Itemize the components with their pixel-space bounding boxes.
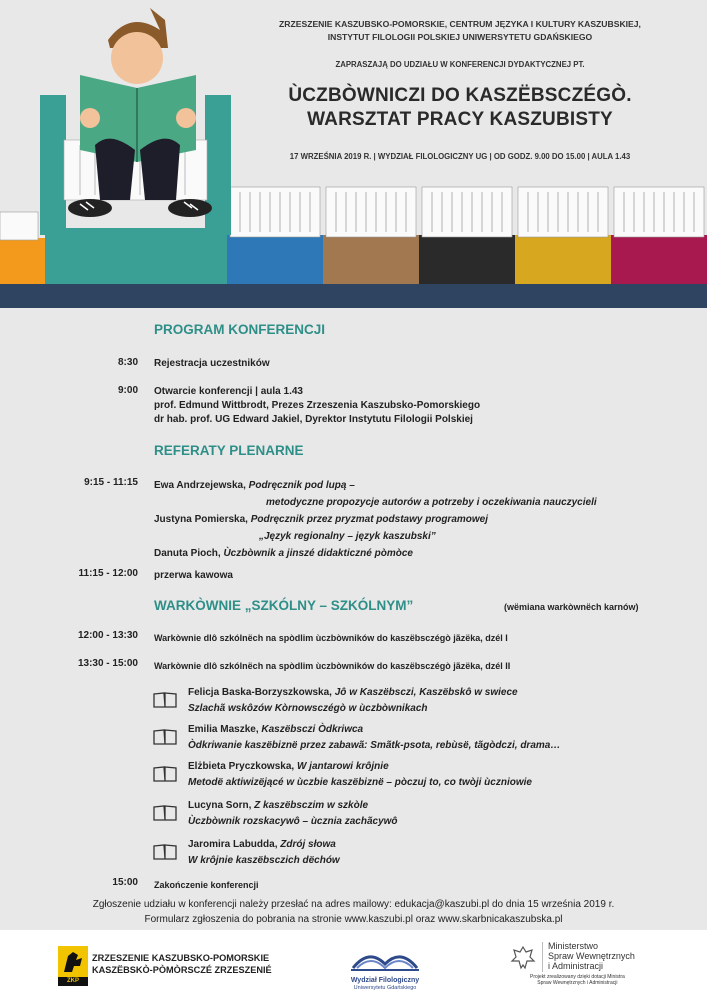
open-block <box>154 385 480 427</box>
plenary-time: 9:15 - 11:15 <box>84 477 138 488</box>
book-icon <box>152 728 178 746</box>
ministry-logo <box>510 941 635 986</box>
w1-time: 12:00 - 13:30 <box>77 630 138 641</box>
book-icon <box>152 843 178 861</box>
workshop-subtitle: Metodë aktiwizëjącé w ùczbie kaszëbiznë – pòczuj to, co twòji ùczniowie <box>188 777 532 788</box>
workshop-leader: Emilia Maszke, <box>188 724 262 735</box>
zkp-name <box>92 952 272 976</box>
ug-book-icon <box>349 942 421 972</box>
speaker-3-title: Ùczbòwnik a jinszé didakticzné pòmòce <box>223 548 413 559</box>
conference-title <box>245 84 675 132</box>
book-icon <box>152 765 178 783</box>
speaker-1-title: Podręcznik pod lupą – <box>248 480 355 491</box>
w2-time: 13:30 - 15:00 <box>77 658 138 669</box>
book-yellow <box>515 235 611 284</box>
plenary-heading: REFERATY PLENARNE <box>154 443 304 458</box>
workshop-leader: Felicja Baska-Borzyszkowska, <box>188 687 335 698</box>
title-line-1: ÙCZBÒWNICZI DO KASZËBSCZÉGÒ. <box>288 85 632 106</box>
break-time: 11:15 - 12:00 <box>78 568 138 579</box>
workshop-subtitle: Òdkriwanie kaszëbiznë przez zabawã: Smãtk-psota, rebùsë, tãgòdczi, drama… <box>188 740 561 751</box>
workshop-title: Kaszëbsczi Òdkriwca <box>261 724 364 735</box>
open-time: 9:00 <box>117 385 138 396</box>
book-orange <box>0 238 45 284</box>
workshop-subtitle: Szlachã wskôzów Kòrnowsczégò w ùczbòwnikach <box>188 703 428 714</box>
book-black <box>419 235 515 284</box>
ug-name: Wydział Filologiczny <box>350 977 420 984</box>
workshop-leader: Elżbieta Pryczkowska, <box>188 761 297 772</box>
w2-text: Warkòwnie dlô szkólnëch na spòdlim ùczbòwników do kaszëbsczégò jãzëka, dzél II <box>154 661 511 671</box>
registration-info <box>0 897 707 927</box>
speaker-2-name: Justyna Pomierska, <box>154 514 251 525</box>
ministry-note <box>530 974 625 986</box>
speaker-2-title: Podręcznik przez pryzmat podstawy programowej <box>250 514 488 525</box>
organizers-line-2: INSTYTUT FILOLOGII POLSKIEJ UNIWERSYTETU GDAŃSKIEGO <box>327 32 593 42</box>
ministry-note-2: Spraw Wewnętrznych i Administracji <box>537 980 618 986</box>
book-brown <box>323 235 419 284</box>
plenary-block <box>154 477 597 562</box>
program-heading: PROGRAM KONFERENCJI <box>154 322 326 337</box>
ug-sub: Uniwersytetu Gdańskiego <box>353 985 417 991</box>
reg-text: Rejestracja uczestników <box>154 358 270 369</box>
book-magenta <box>611 235 707 284</box>
speaker-1-title-cont: metodyczne propozycje autorów a potrzeby i oczekiwania nauczycieli <box>266 497 597 508</box>
zkp-abbr: ZKP <box>67 978 79 984</box>
bottom-band <box>0 284 707 308</box>
workshop-title: W jantarowi krôjnie <box>296 761 389 772</box>
registration-line-2: Formularz zgłoszenia do pobrania na stronie www.kaszubi.pl oraz www.skarbnicakaszubska.pl <box>144 914 563 925</box>
workshop-title: Jô w Kaszëbsczi, Kaszëbskô w swiece <box>334 687 518 698</box>
book-blue <box>227 235 323 284</box>
speaker-1-name: Ewa Andrzejewska, <box>154 480 249 491</box>
workshops-note: (wëmiana warkòwnëch karnów) <box>504 602 639 612</box>
workshop-subtitle: W krôjnie kaszëbsczich dëchów <box>188 855 340 866</box>
workshops-heading: WARKÒWNIE „SZKÓLNY – SZKÓLNYM” <box>154 598 414 613</box>
workshop-leader: Lucyna Sorn, <box>188 800 255 811</box>
ministry-name-3: i Administracji <box>548 961 604 971</box>
speaker-3-name: Danuta Pioch, <box>154 548 224 559</box>
workshop-subtitle: Ùczbòwnik rozskacywô – ùcznia zachãcywô <box>188 816 398 827</box>
organizers <box>245 18 675 44</box>
title-line-2: WARSZTAT PRACY KASZUBISTY <box>307 109 613 130</box>
ministry-name-2: Spraw Wewnętrznych <box>548 951 635 961</box>
reg-time: 8:30 <box>117 357 138 368</box>
open-speaker-1: prof. Edmund Wittbrodt, Prezes Zrzeszenia Kaszubsko-Pomorskiego <box>154 400 481 411</box>
zkp-name-2: KASZËBSKÒ-PÒMÒRSCZÉ ZRZESZENIÉ <box>92 965 272 975</box>
open-text: Otwarcie konferencji | aula 1.43 <box>154 386 303 397</box>
zkp-logo <box>58 946 88 991</box>
zkp-name-1: ZRZESZENIE KASZUBSKO-POMORSKIE <box>92 953 270 963</box>
workshop-title: Z kaszëbsczim w szkòle <box>254 800 369 811</box>
organizers-line-1: ZRZESZENIE KASZUBSKO-POMORSKIE, CENTRUM JĘZYKA I KULTURY KASZUBSKIEJ, <box>279 19 641 29</box>
ministry-name <box>548 941 635 971</box>
workshop-title: Zdrój słowa <box>280 839 336 850</box>
date-line: 17 WRZEŚNIA 2019 R. | WYDZIAŁ FILOLOGICZNY UG | OD GODZ. 9.00 DO 15.00 | AULA 1.43 <box>289 152 631 161</box>
open-speaker-2: dr hab. prof. UG Edward Jakiel, Dyrektor Instytutu Filologii Polskiej <box>154 414 473 425</box>
ministry-note-1: Projekt zrealizowany dzięki dotacji Ministra <box>530 974 625 980</box>
book-icon <box>152 804 178 822</box>
eagle-icon <box>510 944 536 972</box>
w1-text: Warkòwnie dlô szkólnëch na spòdlim ùczbòwników do kaszëbsczégò jãzëka, dzél I <box>154 633 508 643</box>
workshop-leader: Jaromira Labudda, <box>188 839 281 850</box>
registration-line-1: Zgłoszenie udziału w konferencji należy przesłać na adres mailowy: edukacja@kaszubi.pl do dnia 15 września 2019 r. <box>92 899 615 910</box>
break-text: przerwa kawowa <box>154 570 233 581</box>
speaker-2-title-cont: „Język regionalny – język kaszubski” <box>259 531 436 542</box>
book-icon <box>152 691 178 709</box>
end-time: 15:00 <box>112 877 138 888</box>
ministry-name-1: Ministerstwo <box>548 941 599 951</box>
book-teal <box>45 228 227 284</box>
end-text: Zakończenie konferencji <box>154 880 259 890</box>
ug-logo <box>345 942 425 992</box>
invitation: ZAPRASZAJĄ DO UDZIAŁU W KONFERENCJI DYDAKTYCZNEJ PT. <box>335 60 585 69</box>
